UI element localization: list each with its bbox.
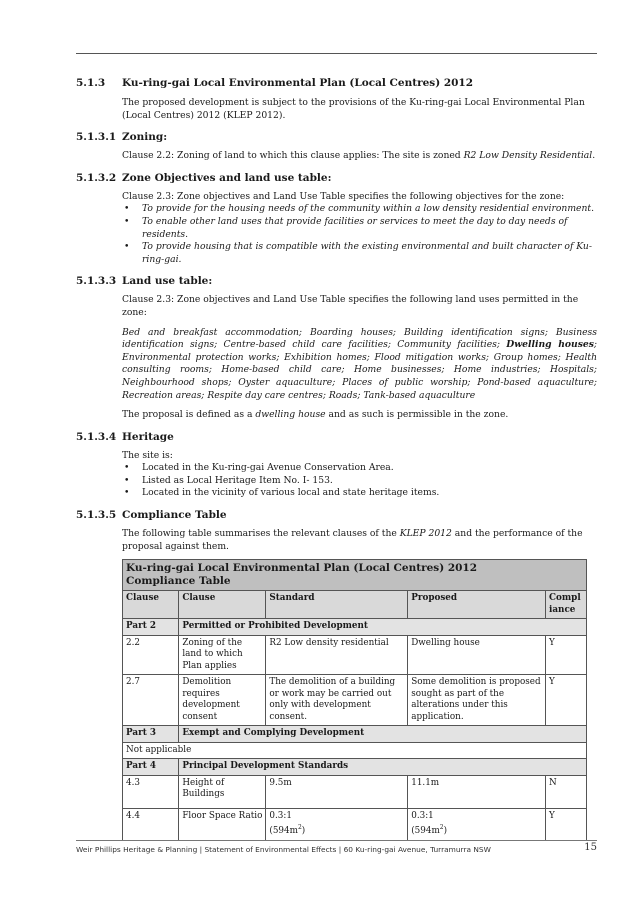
paragraph [122, 528, 597, 553]
header-rule [76, 53, 597, 54]
part-row [123, 759, 587, 776]
document-body [76, 76, 597, 841]
cell-standard: 9.5m [266, 775, 408, 808]
section-body [122, 528, 597, 841]
column-header: Standard [266, 591, 408, 619]
section-body [122, 150, 597, 163]
list-item: • To enable other land uses that provide facilities or services to meet the day to day needs of residents. [122, 216, 597, 241]
cell-standard: The demolition of a building or work may be carried out only with development consent. [266, 675, 408, 726]
area [269, 822, 404, 837]
footer-text: Weir Phillips Heritage & Planning | Statement of Environmental Effects | 60 Ku-ring-gai Avenue, Turramurra NSW [76, 845, 491, 854]
text: KLEP 2012 [399, 528, 452, 540]
part-title: Principal Development Standards [179, 759, 587, 776]
cell-clause-name: Floor Space Ratio [179, 808, 266, 840]
cell-clause: 4.4 [123, 808, 179, 840]
cell-compliance: Y [546, 675, 587, 726]
cell-clause: 2.2 [123, 635, 179, 675]
section-number: 5.1.3.5 [76, 509, 117, 522]
table-row [123, 808, 587, 840]
compliance-table [122, 559, 587, 840]
section-heading [76, 130, 597, 144]
section-title: Compliance Table [122, 509, 227, 522]
cell-compliance: N [546, 775, 587, 808]
section-body [122, 97, 597, 122]
text: The following table summarises the relevant clauses of the [122, 528, 400, 540]
column-header: Compliance [546, 591, 587, 619]
table-row [123, 742, 587, 759]
text: and the performance of the proposal against them. [122, 528, 583, 552]
part-label: Part 3 [123, 726, 179, 743]
superscript: 2 [439, 824, 444, 832]
not-applicable-cell: Not applicable [123, 742, 587, 759]
part-title: Exempt and Complying Development [179, 726, 587, 743]
table-row [123, 635, 587, 675]
section-title: Land use table: [122, 275, 213, 288]
list-item: • To provide housing that is compatible with the existing environmental and built character of Ku-ring-gai. [122, 241, 597, 266]
footer-rule [76, 840, 597, 841]
text: Clause 2.2: Zoning of land to which this clause applies: The site is zoned [122, 150, 464, 162]
cell-proposed: Dwelling house [408, 635, 546, 675]
text: . [592, 150, 596, 162]
text: The proposal is defined as a [122, 409, 256, 421]
paragraph: The site is: [122, 449, 173, 461]
land-uses-paragraph [122, 327, 597, 403]
section-heading [76, 171, 597, 185]
section-number: 5.1.3.4 [76, 430, 117, 443]
heritage-list [122, 462, 597, 500]
part-label: Part 2 [123, 619, 179, 636]
cell-proposed: Some demolition is proposed sought as part of the alterations under this application. [408, 675, 546, 726]
cell-clause-name: Zoning of the land to which Plan applies [179, 635, 266, 675]
cell-proposed: 11.1m [408, 775, 546, 808]
column-header: Clause [179, 591, 266, 619]
cell-compliance: Y [546, 808, 587, 840]
objectives-list [122, 203, 597, 266]
cell-compliance: Y [546, 635, 587, 675]
cell-clause-name: Height of Buildings [179, 775, 266, 808]
highlighted-use: Dwelling houses [506, 339, 594, 351]
part-title: Permitted or Prohibited Development [179, 619, 587, 636]
cell-standard [266, 808, 408, 840]
section-title: Zone Objectives and land use table: [122, 171, 332, 184]
list-item: • Located in the Ku-ring-gai Avenue Conservation Area. [122, 462, 597, 475]
text: ) [301, 826, 306, 837]
table-title [123, 560, 587, 591]
paragraph [122, 409, 597, 422]
list-item: • Located in the vicinity of various local and state heritage items. [122, 487, 597, 500]
section-title: Zoning: [122, 131, 168, 144]
section-number: 5.1.3.1 [76, 131, 117, 144]
section-number: 5.1.3.3 [76, 275, 117, 288]
section-heading [76, 274, 597, 288]
cell-clause-name: Demolition requires development consent [179, 675, 266, 726]
area [411, 822, 542, 837]
cell-standard: R2 Low density residential [266, 635, 408, 675]
paragraph: Clause 2.3: Zone objectives and Land Use Table specifies the following land uses permitted in the zone: [122, 294, 579, 318]
section-title: Ku-ring-gai Local Environmental Plan (Local Centres) 2012 [122, 77, 474, 89]
text: and as such is permissible in the zone. [325, 409, 509, 421]
paragraph: The proposed development is subject to the provisions of the Ku-ring-gai Local Environmental Plan (Local Centres) 2012 (KLEP 2012). [122, 97, 585, 121]
part-row [123, 619, 587, 636]
zone-name: R2 Low Density Residential [463, 150, 593, 162]
part-label: Part 4 [123, 759, 179, 776]
column-header: Clause [123, 591, 179, 619]
section-heading [76, 508, 597, 522]
section-number: 5.1.3.2 [76, 171, 117, 184]
section-heading [76, 430, 597, 444]
table-row [123, 675, 587, 726]
part-row [123, 726, 587, 743]
text: dwelling house [255, 409, 326, 421]
paragraph [122, 150, 597, 163]
page-footer [76, 842, 597, 855]
table-header-row [123, 591, 587, 619]
paragraph: Clause 2.3: Zone objectives and Land Use Table specifies the following objectives for the zone: [122, 190, 565, 202]
section-body [122, 294, 597, 421]
table-row [123, 775, 587, 808]
ratio: 0.3:1 [269, 810, 292, 821]
section-number: 5.1.3 [76, 77, 106, 89]
cell-clause: 2.7 [123, 675, 179, 726]
text: (594m [411, 826, 440, 837]
section-body [122, 450, 597, 500]
cell-proposed [408, 808, 546, 840]
column-header: Proposed [408, 591, 546, 619]
table-title-row [123, 560, 587, 591]
cell-clause: 4.3 [123, 775, 179, 808]
text: Bed and breakfast accommodation; Boarding houses; Building identification signs; Business identification signs; Centre-based child care facilities; Community facilities; [122, 326, 597, 351]
table-title-line: Compliance Table [126, 575, 231, 588]
text: ; Environmental protection works; Exhibition homes; Flood mitigation works; Group homes; Health consulting rooms; Home-based child care; Home businesses; Home industries; Hospitals; Neighbourhood shops; Oyster aquaculture; Places of public worship; Pond-based aquaculture; Recreation areas; Respite day care centres; Roads; Tank-based aquaculture [122, 339, 597, 401]
section-heading [76, 76, 597, 90]
ratio: 0.3:1 [411, 810, 434, 821]
page-number: 15 [584, 842, 597, 853]
text: ) [443, 826, 448, 837]
section-title: Heritage [122, 430, 174, 443]
table-title-line: Ku-ring-gai Local Environmental Plan (Local Centres) 2012 [126, 562, 478, 575]
text: (594m [269, 826, 298, 837]
list-item: • Listed as Local Heritage Item No. I- 153. [122, 475, 597, 488]
superscript: 2 [297, 824, 302, 832]
list-item: • To provide for the housing needs of the community within a low density residential environment. [122, 203, 597, 216]
section-body [122, 191, 597, 267]
